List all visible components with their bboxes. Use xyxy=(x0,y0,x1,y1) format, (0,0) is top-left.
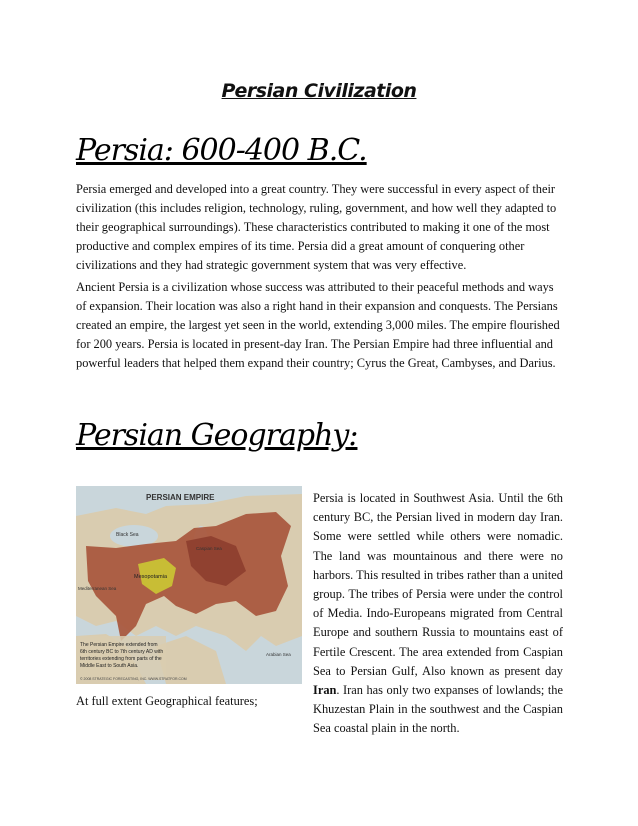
document-title: Persian Civilization xyxy=(221,80,417,102)
geography-bold-word: Iran xyxy=(313,683,337,698)
section-heading-persia: Persia: 600-400 B.C. xyxy=(76,133,367,168)
geography-text-part: Persia is located in Southwest Asia. Until the 6th century BC, the Persian lived in modern day Iran. Some were settled while others were nomadic. The land was mountainous and there were no harbors. This resulted in tribes rather than a united group. The tribes of Persia were under the control of Media. Indo-Europeans migrated from Central Europe and southern Russia to mountains east of Fertile Crescent. The area extended from Caspian Sea to Persian Gulf, Also known as present day xyxy=(313,491,563,678)
map-caption-line: 6th century BC to 7th century AD with xyxy=(80,649,164,655)
map-label-arabian-sea: Arabian Sea xyxy=(266,652,291,657)
map-label-caspian-sea: Caspian Sea xyxy=(196,546,222,551)
map-credit: © 2008 STRATEGIC FORECASTING, INC. WWW.STRATFOR.COM xyxy=(80,677,187,681)
geography-text-part: . Iran has only two expanses of lowlands; the Khuzestan Plain in the southwest and the Caspian Sea coastal plain in the north. xyxy=(313,683,563,736)
map-graphic xyxy=(76,486,302,684)
map-label-black-sea: Black Sea xyxy=(116,532,139,538)
paragraph-intro: Persia emerged and developed into a great country. They were successful in every aspect of their civilization (this includes religion, technology, ruling, government, and how well they adapted to their geographical surroundings). These characteristics contributed to making it one of the most productive and complex empires of its time. Persia did a great amount of conquering other civilizations and they had strategic government system that was very effective. xyxy=(76,182,557,272)
map-title: PERSIAN EMPIRE xyxy=(146,493,215,502)
geographical-features-line: At full extent Geographical features; xyxy=(76,694,258,708)
map-label-mediterranean: Mediterranean Sea xyxy=(78,586,117,591)
geography-paragraph xyxy=(313,489,563,739)
persian-empire-map xyxy=(76,486,302,684)
section-heading-geography: Persian Geography: xyxy=(76,418,358,453)
map-caption-line: The Persian Empire extended from xyxy=(80,642,158,648)
map-caption-line: territories extending from parts of the xyxy=(80,656,162,662)
map-caption-line: Middle East to South Asia. xyxy=(80,663,139,669)
paragraph-ancient-persia: Ancient Persia is a civilization whose success was attributed to their peaceful methods and ways of expansion. Their location was also a right hand in their expansion and conquests. The Persians created an empire, the largest yet seen in the world, extending 3,000 miles. The empire flourished for 200 years. Persia is located in present-day Iran. The Persian Empire had three influential and powerful leaders that helped them expand their country; Cyrus the Great, Cambyses, and Darius. xyxy=(76,280,560,370)
map-label-mesopotamia: Mesopotamia xyxy=(134,574,168,580)
